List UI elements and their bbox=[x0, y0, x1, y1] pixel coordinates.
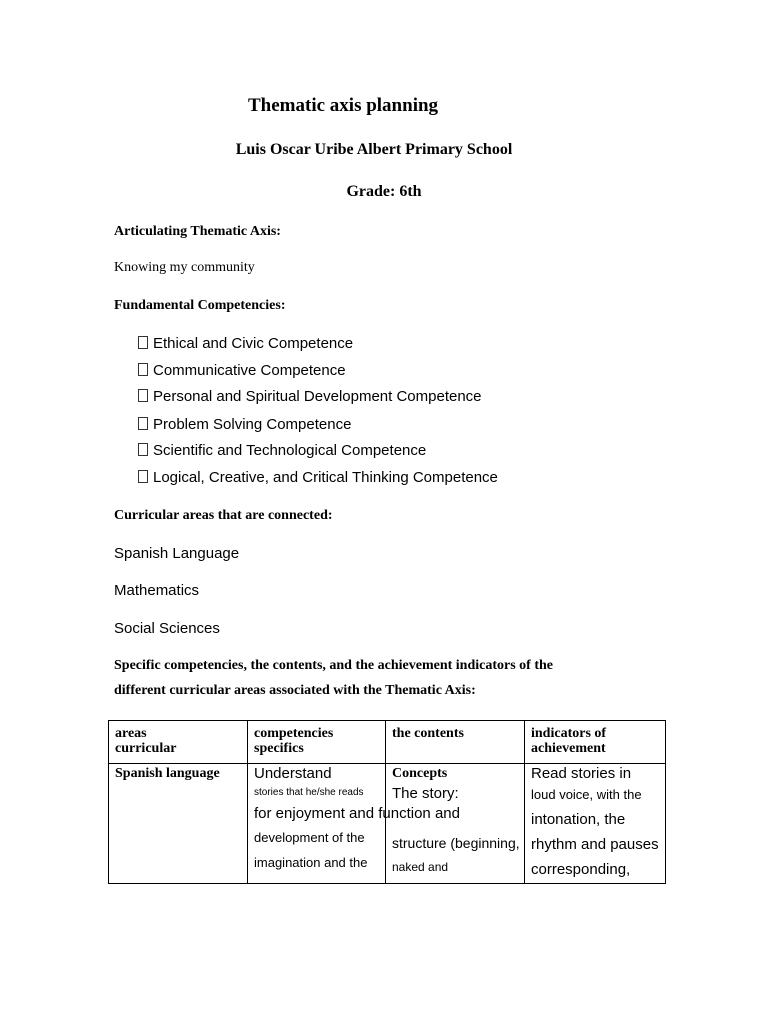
table-row bbox=[109, 764, 666, 884]
cell-area: Spanish language bbox=[109, 764, 248, 884]
fundamental-competencies-label: Fundamental Competencies: bbox=[114, 298, 286, 313]
cell-contents: Concepts The story: structure (beginning, naked and bbox=[386, 764, 525, 884]
header-cell-contents: the contents bbox=[386, 721, 525, 764]
competency-item: Personal and Spiritual Development Competence bbox=[138, 388, 482, 405]
school-name: Luis Oscar Uribe Albert Primary School bbox=[235, 141, 513, 158]
articulating-axis-value: Knowing my community bbox=[114, 260, 255, 275]
specific-competencies-heading: Specific competencies, the contents, and the achievement indicators of the bbox=[114, 658, 553, 673]
curricular-area: Social Sciences bbox=[114, 620, 220, 637]
checkbox-icon bbox=[138, 417, 148, 430]
checkbox-icon bbox=[138, 389, 148, 402]
header-cell-competencies: competencies specifics bbox=[248, 721, 386, 764]
competency-item: Communicative Competence bbox=[138, 362, 346, 379]
specific-competencies-heading-cont: different curricular areas associated with the Thematic Axis: bbox=[114, 683, 476, 698]
curricular-area: Spanish Language bbox=[114, 545, 240, 562]
document-title: Thematic axis planning bbox=[248, 95, 439, 116]
competency-item: Problem Solving Competence bbox=[138, 416, 351, 433]
checkbox-icon bbox=[138, 336, 148, 349]
curricular-area: Mathematics bbox=[114, 582, 200, 599]
competency-item: Scientific and Technological Competence bbox=[138, 442, 426, 459]
articulating-axis-label: Articulating Thematic Axis: bbox=[114, 224, 281, 239]
curricular-areas-label: Curricular areas that are connected: bbox=[114, 508, 333, 523]
grade-label: Grade: 6th bbox=[346, 183, 422, 200]
checkbox-icon bbox=[138, 443, 148, 456]
cell-competency: Understand stories that he/she reads for enjoyment and function and development of the imagination and the bbox=[248, 764, 386, 884]
header-cell-areas: areas curricular bbox=[109, 721, 248, 764]
table-header-row bbox=[109, 721, 666, 764]
checkbox-icon bbox=[138, 470, 148, 483]
competency-item: Ethical and Civic Competence bbox=[138, 335, 353, 352]
checkbox-icon bbox=[138, 363, 148, 376]
competencies-table bbox=[108, 720, 666, 884]
competency-item: Logical, Creative, and Critical Thinking Competence bbox=[138, 469, 498, 486]
header-cell-indicators: indicators of achievement bbox=[525, 721, 666, 764]
cell-indicators: Read stories in loud voice, with the intonation, the rhythm and pauses corresponding, bbox=[525, 764, 666, 884]
